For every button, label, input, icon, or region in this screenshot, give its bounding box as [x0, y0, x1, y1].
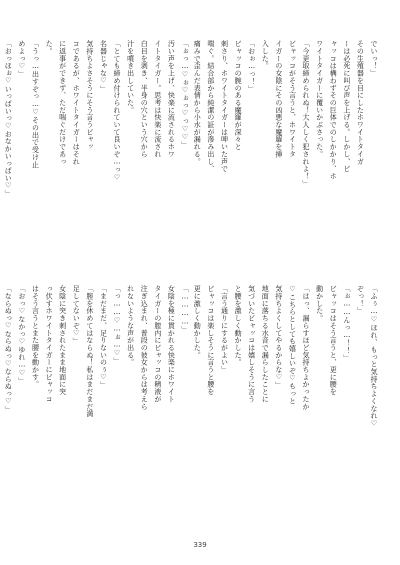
text-line: ワイトタイガーに覆いかぶさった。	[315, 40, 324, 158]
text-line: 「まだまだ、足りないのぅ♡」	[99, 285, 108, 389]
text-block-lower-right	[193, 285, 380, 507]
text-line: ビャッコは楽しそうに言うと腰を	[206, 285, 215, 396]
text-block-lower-left	[4, 285, 191, 507]
text-line: ビャッコの腕のある魔羅が深々と	[234, 40, 243, 151]
text-line: イガーの女陰にその凶悪な魔羅を挿	[274, 40, 283, 158]
text-line: 気持ちよくしてやるからな♡」	[274, 285, 283, 389]
text-line: 「おぉ…っ！」	[247, 40, 256, 93]
text-line: コであるが、ホワイトタイガーはそれ	[72, 40, 81, 165]
text-block-upper-right	[193, 40, 380, 262]
text-line: タイガーの膣内にビャッコの精液が	[153, 285, 162, 403]
text-line: 「ぉ……んっ…！！」	[342, 285, 351, 362]
text-line: めよっ♡」	[17, 40, 26, 78]
text-line: 気持ちよさそうにそう言うビャッ	[85, 40, 94, 151]
text-line: 「膣を休めてはならぬ！私はまだまだ満	[85, 285, 94, 418]
text-line: 「ならぬっ♡ならぬっ♡ならぬっ♡」	[4, 285, 13, 413]
text-line: 「今更取締められぬ！大人しく犯されよ！」	[302, 40, 311, 187]
text-line: 「おっ♡なかっ♡ゆれ…♡」	[17, 285, 26, 385]
text-line: っ伏すホワイトタイガーにビャッコ	[45, 285, 54, 403]
text-line: 「うっ…出すぞっ…♡その出で受け止	[31, 40, 40, 168]
text-line: 「っ……♡…ぉ…♡」	[113, 285, 122, 365]
text-line: その生殖器を目にしたホワイトタイガ	[356, 40, 365, 165]
text-line: 喘ぐ。結合部から純潔の証が滲み出し、	[206, 40, 215, 173]
text-line: 「はっ、漏らすほど気持ちよかったか	[302, 285, 311, 410]
text-line: れないような声が出る。	[126, 285, 135, 366]
text-line: 「とても締め付けられていて良いぞ…っ♡	[113, 40, 122, 182]
text-line: イトタイガー。思考は快楽に流され	[153, 40, 162, 158]
text-line: でいっ！」	[370, 40, 378, 77]
text-line: 動かした。	[315, 285, 324, 322]
text-line: ーは必死に叫び声を上げる。しかし、ビ	[342, 40, 351, 173]
text-line: 「ふぅ…♡ほれ、もっと気持ちよくなれ♡	[370, 285, 378, 428]
text-line: 「…………」	[181, 285, 189, 334]
text-line: ぞっ！」	[356, 285, 365, 315]
text-line: ャッコは構わずその巨体でのしかかり、ホ	[329, 40, 338, 180]
text-line: ビャッコがそう言うと、ホワイトタ	[288, 40, 297, 158]
text-line: 女陰を極に貫かれる快楽にホワイト	[167, 285, 176, 403]
text-line: に返事ができず、ただ喘ぐだけであっ	[58, 40, 67, 165]
text-line: 痛みで歪んだ表情から小水が漏れる。	[193, 40, 202, 165]
text-line: 白目を剥き、半身の穴という穴から	[140, 40, 149, 158]
text-line: た。	[45, 40, 54, 55]
text-line: 汁を噴き出していた。	[126, 40, 135, 114]
text-line: と腰を激しく動かした。	[234, 285, 243, 366]
text-line: 足してないぞ♡」	[72, 285, 81, 345]
page-number: 339	[193, 541, 207, 549]
text-line: ビャッコはそう言うと、更に腰を	[329, 285, 338, 396]
text-line: 気づいたビャッコは嬉しそうに言う	[247, 285, 256, 403]
text-line: 「ぉっ…♡ぉ♡ぉっ♡っ♡♡」	[181, 40, 189, 149]
text-line: 汚い声を上げ、快楽に流されるホワ	[167, 40, 176, 158]
text-line: 「言う通りにするがよい」	[220, 285, 229, 374]
text-line: 名器じゃな♡」	[99, 40, 108, 93]
text-line: 「おっほぉ♡いっぱいっ♡おなかいっぱい♡」	[4, 40, 13, 198]
text-line: はそう言うとまた腰を動かす。	[31, 285, 40, 388]
text-line: 女陰に突き刺されたまま地面に突	[58, 285, 67, 396]
text-line: 入した。	[261, 40, 270, 70]
text-line: ♡こちらとしても嬉しいぞ♡もっと	[288, 285, 297, 405]
text-line: 注ぎ込まれ、普段の彼女からは考えら	[140, 285, 149, 410]
text-line: 地面に落ちる水音で漏らしたことに	[261, 285, 270, 403]
text-block-upper-left	[4, 40, 191, 262]
text-line: 刺さり、ホワイトタイガーは呻いた声で	[220, 40, 229, 173]
text-line: 更に激しく動かした。	[193, 285, 202, 359]
